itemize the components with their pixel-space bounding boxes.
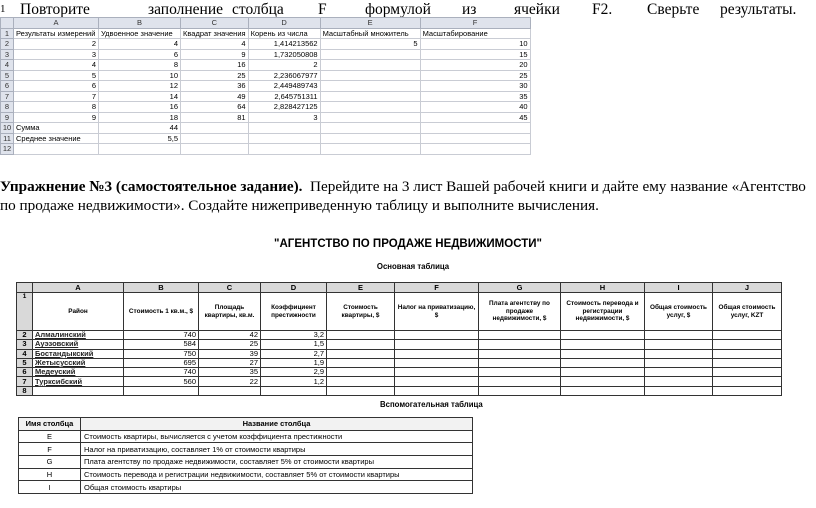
- table-row: [1, 39, 531, 50]
- empty-cell: [327, 349, 395, 358]
- column-header: Район: [33, 293, 124, 331]
- district-cell: [33, 386, 124, 395]
- column-header: Общая стоимость услуг, $: [645, 293, 713, 331]
- empty-cell: [561, 386, 645, 395]
- table-row: [17, 340, 782, 349]
- cell[interactable]: 7: [14, 91, 99, 102]
- cell[interactable]: [248, 144, 320, 155]
- column-letter: A: [33, 283, 124, 293]
- table-row: [1, 102, 531, 113]
- cell[interactable]: 9: [181, 49, 249, 60]
- column-header[interactable]: C: [181, 18, 249, 29]
- cell[interactable]: 4: [181, 39, 249, 50]
- cell[interactable]: 30: [420, 81, 530, 92]
- cell[interactable]: Сумма: [14, 123, 99, 134]
- row-header[interactable]: 11: [1, 133, 14, 144]
- area-cell: 39: [199, 349, 261, 358]
- cell[interactable]: 49: [181, 91, 249, 102]
- empty-cell: [479, 331, 561, 340]
- column-letter: I: [645, 283, 713, 293]
- area-cell: 25: [199, 340, 261, 349]
- table-row: [19, 443, 473, 456]
- exercise-3-text: [0, 177, 812, 215]
- empty-cell: [561, 340, 645, 349]
- cell[interactable]: [320, 60, 420, 71]
- instruction-word: Повторите: [20, 1, 90, 18]
- cell[interactable]: [320, 49, 420, 60]
- cell[interactable]: 14: [99, 91, 181, 102]
- cell[interactable]: 1,732050808: [248, 49, 320, 60]
- area-cell: 35: [199, 368, 261, 377]
- column-name-cell: Плата агентству по продаже недвижимости, составляет 5% от стоимости квартиры: [81, 456, 473, 469]
- agency-title: "АГЕНТСТВО ПО ПРОДАЖЕ НЕДВИЖИМОСТИ": [274, 238, 542, 250]
- table-row: [17, 377, 782, 386]
- column-id-cell: I: [19, 481, 81, 494]
- table-row: [1, 133, 531, 144]
- table-row: [19, 481, 473, 494]
- empty-cell: [395, 386, 479, 395]
- instruction-word: ячейки: [514, 1, 560, 18]
- column-header: Название столбца: [81, 418, 473, 431]
- instruction-word: из: [462, 1, 477, 18]
- column-letter: E: [327, 283, 395, 293]
- empty-cell: [395, 358, 479, 367]
- cell[interactable]: [181, 133, 249, 144]
- coef-cell: 1,9: [261, 358, 327, 367]
- cell[interactable]: [99, 144, 181, 155]
- row-header[interactable]: 8: [1, 102, 14, 113]
- column-name-cell: Стоимость перевода и регистрации недвижимости, составляет 5% от стоимости квартиры: [81, 468, 473, 481]
- cell[interactable]: Корень из числа: [248, 28, 320, 39]
- cell[interactable]: [320, 91, 420, 102]
- cell[interactable]: 81: [181, 112, 249, 123]
- area-cell: [199, 386, 261, 395]
- instruction-word: столбца: [232, 1, 284, 18]
- coef-cell: 1,2: [261, 377, 327, 386]
- empty-cell: [479, 340, 561, 349]
- cell[interactable]: 9: [14, 112, 99, 123]
- empty-cell: [327, 331, 395, 340]
- cell[interactable]: 16: [181, 60, 249, 71]
- table-row: [1, 112, 531, 123]
- district-cell: Алмалинский: [33, 331, 124, 340]
- column-header: Стоимость квартиры, $: [327, 293, 395, 331]
- table-row: [17, 386, 782, 395]
- cell[interactable]: Масштабирование: [420, 28, 530, 39]
- cell[interactable]: 8: [14, 102, 99, 113]
- cell[interactable]: Среднее значение: [14, 133, 99, 144]
- main-table-title: Основная таблица: [376, 262, 450, 271]
- cell[interactable]: [181, 144, 249, 155]
- district-cell: Медеуский: [33, 368, 124, 377]
- column-id-cell: E: [19, 430, 81, 443]
- column-header[interactable]: [1, 18, 14, 29]
- empty-cell: [395, 377, 479, 386]
- cell[interactable]: 20: [420, 60, 530, 71]
- instruction-word: F2.: [592, 1, 613, 18]
- column-header: Стоимость перевода и регистрации недвижимости, $: [561, 293, 645, 331]
- table-row: [1, 91, 531, 102]
- row-header[interactable]: 10: [1, 123, 14, 134]
- cell[interactable]: [248, 123, 320, 134]
- cell[interactable]: 4: [14, 60, 99, 71]
- row-number: 1: [17, 293, 33, 331]
- empty-cell: [395, 368, 479, 377]
- empty-cell: [561, 368, 645, 377]
- row-number: 3: [17, 340, 33, 349]
- district-cell: Турксибский: [33, 377, 124, 386]
- instruction-number: 1: [0, 3, 6, 15]
- cell[interactable]: 10: [99, 70, 181, 81]
- column-header: Стоимость 1 кв.м., $: [124, 293, 199, 331]
- table-row: [1, 70, 531, 81]
- empty-cell: [395, 349, 479, 358]
- cell[interactable]: [320, 144, 420, 155]
- column-header: Налог на приватизацию, $: [395, 293, 479, 331]
- column-letter: D: [261, 283, 327, 293]
- column-header[interactable]: A: [14, 18, 99, 29]
- cell[interactable]: 16: [99, 102, 181, 113]
- area-cell: 27: [199, 358, 261, 367]
- column-header: Плата агентству по продаже недвижимости, $: [479, 293, 561, 331]
- row-number: 5: [17, 358, 33, 367]
- row-header[interactable]: 12: [1, 144, 14, 155]
- exercise-3-title: Упражнение №3 (самостоятельное задание).: [0, 178, 303, 195]
- cell[interactable]: 15: [420, 49, 530, 60]
- cell[interactable]: Результаты измерений: [14, 28, 99, 39]
- main-table: [16, 282, 782, 396]
- column-name-cell: Общая стоимость квартиры: [81, 481, 473, 494]
- district-cell: Бостандыкский: [33, 349, 124, 358]
- table-row: [17, 349, 782, 358]
- cell[interactable]: 10: [420, 39, 530, 50]
- column-header: Площадь квартиры, кв.м.: [199, 293, 261, 331]
- coef-cell: 2,7: [261, 349, 327, 358]
- cell[interactable]: 6: [99, 49, 181, 60]
- empty-cell: [713, 331, 782, 340]
- empty-cell: [561, 349, 645, 358]
- empty-cell: [645, 386, 713, 395]
- cell[interactable]: [181, 123, 249, 134]
- table-row: [19, 456, 473, 469]
- row-header[interactable]: 6: [1, 81, 14, 92]
- cell[interactable]: 5: [14, 70, 99, 81]
- district-cell: Ауэзовский: [33, 340, 124, 349]
- cell[interactable]: [320, 112, 420, 123]
- column-letter: J: [713, 283, 782, 293]
- empty-cell: [395, 331, 479, 340]
- empty-cell: [713, 386, 782, 395]
- row-number: 2: [17, 331, 33, 340]
- cell[interactable]: 8: [99, 60, 181, 71]
- coef-cell: 2,9: [261, 368, 327, 377]
- empty-cell: [713, 349, 782, 358]
- cell[interactable]: [14, 144, 99, 155]
- cell[interactable]: 36: [181, 81, 249, 92]
- column-header[interactable]: E: [320, 18, 420, 29]
- empty-cell: [327, 377, 395, 386]
- instruction-word: формулой: [365, 1, 431, 18]
- column-name-cell: Налог на приватизацию, составляет 1% от стоимости квартиры: [81, 443, 473, 456]
- row-header[interactable]: 3: [1, 49, 14, 60]
- cell[interactable]: 2,449489743: [248, 81, 320, 92]
- instruction-word: F: [318, 1, 327, 18]
- empty-cell: [479, 349, 561, 358]
- cell[interactable]: [420, 133, 530, 144]
- table-row: [19, 468, 473, 481]
- cell[interactable]: [420, 123, 530, 134]
- empty-cell: [479, 358, 561, 367]
- price-cell: 695: [124, 358, 199, 367]
- row-number: 4: [17, 349, 33, 358]
- cell[interactable]: [320, 81, 420, 92]
- cell[interactable]: 35: [420, 91, 530, 102]
- row-header[interactable]: 2: [1, 39, 14, 50]
- instruction-word: Сверьте: [647, 1, 700, 18]
- cell[interactable]: 3: [248, 112, 320, 123]
- cell[interactable]: 5: [320, 39, 420, 50]
- cell[interactable]: 2,236067977: [248, 70, 320, 81]
- row-header[interactable]: 1: [1, 28, 14, 39]
- empty-cell: [327, 358, 395, 367]
- district-cell: Жетысусский: [33, 358, 124, 367]
- table-row: [17, 368, 782, 377]
- price-cell: 740: [124, 368, 199, 377]
- empty-cell: [479, 386, 561, 395]
- column-header: Коэффициент престижности: [261, 293, 327, 331]
- price-cell: 740: [124, 331, 199, 340]
- table-row: [1, 49, 531, 60]
- table-row: [19, 430, 473, 443]
- area-cell: 22: [199, 377, 261, 386]
- table-row: [1, 28, 531, 39]
- price-cell: [124, 386, 199, 395]
- empty-cell: [561, 377, 645, 386]
- column-letter: B: [124, 283, 199, 293]
- cell[interactable]: 25: [181, 70, 249, 81]
- cell[interactable]: Удвоенное значение: [99, 28, 181, 39]
- row-header[interactable]: 4: [1, 60, 14, 71]
- column-letter: H: [561, 283, 645, 293]
- column-letter: C: [199, 283, 261, 293]
- column-header[interactable]: F: [420, 18, 530, 29]
- row-header[interactable]: 7: [1, 91, 14, 102]
- column-header[interactable]: B: [99, 18, 181, 29]
- cell[interactable]: Квадрат значения: [181, 28, 249, 39]
- cell[interactable]: 2,645751311: [248, 91, 320, 102]
- empty-cell: [561, 358, 645, 367]
- empty-cell: [713, 368, 782, 377]
- cell[interactable]: [320, 133, 420, 144]
- row-number: 7: [17, 377, 33, 386]
- cell[interactable]: [320, 70, 420, 81]
- cell[interactable]: [320, 102, 420, 113]
- row-header[interactable]: 9: [1, 112, 14, 123]
- empty-cell: [645, 340, 713, 349]
- coef-cell: 3,2: [261, 331, 327, 340]
- coef-cell: [261, 386, 327, 395]
- empty-cell: [479, 377, 561, 386]
- column-id-cell: F: [19, 443, 81, 456]
- empty-cell: [395, 340, 479, 349]
- table-row: [17, 358, 782, 367]
- spreadsheet-grid: [0, 17, 531, 155]
- empty-cell: [327, 386, 395, 395]
- cell[interactable]: 1,414213562: [248, 39, 320, 50]
- empty-cell: [327, 368, 395, 377]
- cell[interactable]: 64: [181, 102, 249, 113]
- cell[interactable]: 3: [14, 49, 99, 60]
- empty-cell: [561, 331, 645, 340]
- column-name-cell: Стоимость квартиры, вычисляется с учетом коэффициента престижности: [81, 430, 473, 443]
- row-number: 6: [17, 368, 33, 377]
- empty-cell: [645, 331, 713, 340]
- cell[interactable]: 25: [420, 70, 530, 81]
- coef-cell: 1,5: [261, 340, 327, 349]
- instruction-word: заполнение: [148, 1, 224, 18]
- instruction-word: результаты.: [720, 1, 797, 18]
- row-number: 8: [17, 386, 33, 395]
- cell[interactable]: [420, 144, 530, 155]
- cell[interactable]: 44: [99, 123, 181, 134]
- table-row: [1, 60, 531, 71]
- cell[interactable]: 2: [14, 39, 99, 50]
- empty-cell: [645, 377, 713, 386]
- column-letter: F: [395, 283, 479, 293]
- table-row: [1, 144, 531, 155]
- column-header[interactable]: D: [248, 18, 320, 29]
- empty-cell: [713, 340, 782, 349]
- cell[interactable]: 45: [420, 112, 530, 123]
- aux-table: [18, 417, 473, 494]
- cell[interactable]: 5,5: [99, 133, 181, 144]
- column-letter: G: [479, 283, 561, 293]
- cell[interactable]: 2,828427125: [248, 102, 320, 113]
- column-header: Имя столбца: [19, 418, 81, 431]
- empty-cell: [713, 358, 782, 367]
- empty-cell: [645, 368, 713, 377]
- empty-cell: [327, 340, 395, 349]
- price-cell: 560: [124, 377, 199, 386]
- table-row: [1, 123, 531, 134]
- cell[interactable]: 18: [99, 112, 181, 123]
- cell[interactable]: [248, 133, 320, 144]
- cell[interactable]: 4: [99, 39, 181, 50]
- cell[interactable]: Масштабный множитель: [320, 28, 420, 39]
- cell[interactable]: 2: [248, 60, 320, 71]
- cell[interactable]: 40: [420, 102, 530, 113]
- table-row: [1, 81, 531, 92]
- exercise-3-body: Перейдите на 3 лист Вашей рабочей книги и дайте ему название «Агентство по продаже недвижимости». Создайте нижеприведенную таблицу и выполните вычисления.: [0, 178, 806, 214]
- cell[interactable]: 12: [99, 81, 181, 92]
- column-header: Общая стоимость услуг, KZT: [713, 293, 782, 331]
- area-cell: 42: [199, 331, 261, 340]
- column-letter: [17, 283, 33, 293]
- cell[interactable]: [320, 123, 420, 134]
- price-cell: 750: [124, 349, 199, 358]
- empty-cell: [645, 358, 713, 367]
- price-cell: 584: [124, 340, 199, 349]
- column-id-cell: H: [19, 468, 81, 481]
- column-id-cell: G: [19, 456, 81, 469]
- cell[interactable]: 6: [14, 81, 99, 92]
- empty-cell: [645, 349, 713, 358]
- aux-table-title: Вспомогательная таблица: [380, 400, 483, 409]
- empty-cell: [479, 368, 561, 377]
- table-row: [17, 331, 782, 340]
- row-header[interactable]: 5: [1, 70, 14, 81]
- empty-cell: [713, 377, 782, 386]
